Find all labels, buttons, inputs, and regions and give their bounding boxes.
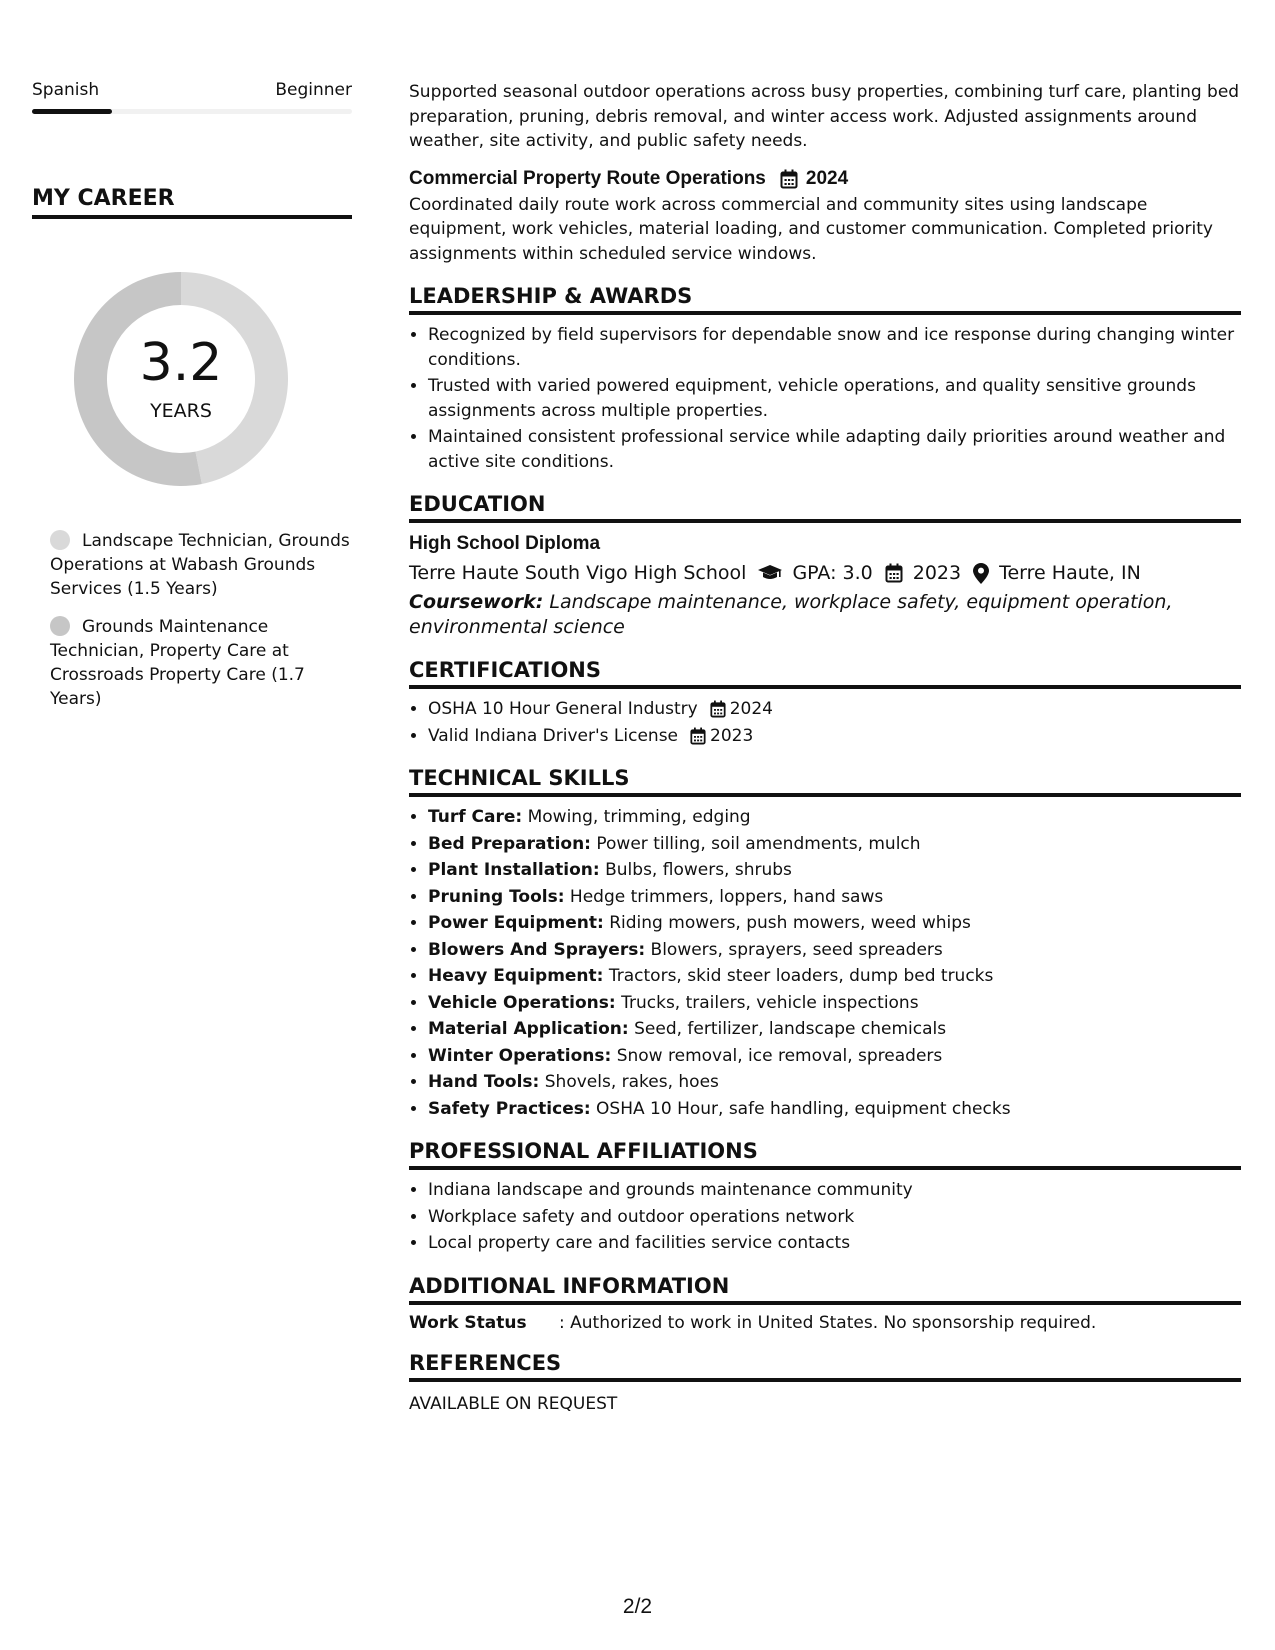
list-item (428, 1097, 1241, 1122)
page-number: 2/2 (622, 1595, 653, 1618)
career-heading: MY CAREER (32, 186, 352, 219)
skill-label: Winter Operations: (428, 1045, 612, 1066)
skill-text: Bulbs, flowers, shrubs (605, 860, 792, 880)
language-name: Spanish (32, 80, 100, 100)
list-item (428, 991, 1241, 1016)
list-item (428, 964, 1241, 989)
certification-name: • OSHA 10 Hour General Industry (428, 699, 698, 719)
certification-name: • Valid Indiana Driver's License (428, 725, 679, 746)
career-legend-label: Grounds Maintenance Technician, Property Care at Crossroads Property Care (1.7 Years) (50, 617, 305, 709)
education-degree: High School Diploma (409, 533, 601, 554)
language-level: Beginner (275, 80, 352, 100)
education-gpa: GPA: 3.0 (792, 562, 873, 584)
skill-label: Heavy Equipment: (428, 966, 604, 986)
coursework-label: Coursework: (409, 591, 544, 613)
list-item (428, 805, 1241, 830)
skill-text: Shovels, rakes, hoes (544, 1072, 719, 1092)
skill-label: Plant Installation: (428, 860, 600, 880)
map-pin-icon (973, 563, 989, 584)
skill-label: Bed Preparation: (428, 833, 591, 854)
skill-label: Pruning Tools: (428, 886, 565, 907)
skill-label: Material Application: (428, 1019, 629, 1039)
references-heading: REFERENCES (409, 1351, 1241, 1382)
skill-text: Snow removal, ice removal, spreaders (616, 1045, 943, 1066)
skill-text: Seed, fertilizer, landscape chemicals (634, 1019, 947, 1039)
project-description: Coordinated daily route work across commercial and community sites using landscape equipment, work vehicles, material loading, and customer communication. Completed priority assignments within scheduled service windows. (409, 194, 1213, 264)
skill-label: Power Equipment: (428, 913, 604, 933)
calendar-icon (690, 727, 706, 745)
skill-text: Hedge trimmers, loppers, hand saws (569, 886, 884, 907)
skill-label: Blowers And Sprayers: (428, 939, 646, 960)
education-heading: EDUCATION (409, 492, 1241, 523)
references-text: AVAILABLE ON REQUEST (409, 1393, 618, 1414)
skill-label: Turf Care: (428, 807, 523, 827)
list-item (428, 885, 1241, 910)
list-item (428, 724, 1241, 749)
skills-list (409, 805, 1241, 1121)
education-location: Terre Haute, IN (999, 562, 1141, 584)
coursework-text: Landscape maintenance, workplace safety, equipment operation, environmental science (409, 591, 1173, 638)
list-item (428, 832, 1241, 857)
career-legend-item (50, 529, 352, 601)
skill-text: Trucks, trailers, vehicle inspections (621, 992, 919, 1013)
list-item (428, 1017, 1241, 1042)
skill-text: OSHA 10 Hour, safe handling, equipment checks (596, 1098, 1011, 1119)
career-donut-chart (67, 265, 295, 493)
certifications-list (409, 697, 1241, 748)
work-status-label: Work Status (409, 1312, 527, 1333)
certifications-heading: CERTIFICATIONS (409, 658, 1241, 689)
career-legend-label: Landscape Technician, Grounds Operations at Wabash Grounds Services (1.5 Years) (50, 531, 350, 599)
calendar-icon (885, 563, 903, 583)
graduation-cap-icon (758, 565, 782, 581)
skill-text: Mowing, trimming, edging (527, 807, 751, 827)
list-item: • Local property care and facilities service contacts (428, 1231, 1241, 1256)
list-item: • Trusted with varied powered equipment, vehicle operations, and quality sensitive grounds assignments across multiple properties. (428, 374, 1241, 423)
list-item (428, 1070, 1241, 1095)
career-years-label: YEARS (150, 400, 212, 422)
skill-text: Tractors, skid steer loaders, dump bed trucks (608, 966, 994, 986)
skill-text: Blowers, sprayers, seed spreaders (650, 939, 943, 960)
additional-heading: ADDITIONAL INFORMATION (409, 1274, 1241, 1305)
legend-dot-icon (50, 530, 70, 550)
list-item (428, 858, 1241, 883)
education-details (409, 562, 1241, 584)
list-item (428, 911, 1241, 936)
list-item: • Recognized by field supervisors for dependable snow and ice response during changing winter conditions. (428, 323, 1241, 372)
education-coursework (409, 590, 1241, 640)
sidebar (32, 80, 352, 725)
career-legend (32, 529, 352, 711)
career-legend-item (50, 615, 352, 711)
certification-year: 2024 (729, 699, 773, 719)
career-total-years: 3.2 (139, 333, 223, 393)
affiliations-list (409, 1178, 1241, 1256)
skill-text: Power tilling, soil amendments, mulch (596, 833, 921, 854)
project-title: Commercial Property Route Operations (409, 167, 766, 189)
education-year: 2023 (912, 562, 962, 584)
leadership-heading: LEADERSHIP & AWARDS (409, 284, 1241, 315)
skill-label: Hand Tools: (428, 1072, 540, 1092)
project-year: 2024 (805, 167, 849, 189)
certification-year: 2023 (710, 725, 754, 746)
list-item (428, 1044, 1241, 1069)
affiliations-heading: PROFESSIONAL AFFILIATIONS (409, 1139, 1241, 1170)
calendar-icon (710, 700, 726, 718)
education-school: Terre Haute South Vigo High School (409, 562, 747, 584)
project-header (409, 168, 1241, 190)
legend-dot-icon (50, 616, 70, 636)
skills-heading: TECHNICAL SKILLS (409, 766, 1241, 797)
language-proficiency-bar (32, 109, 352, 114)
skill-label: Vehicle Operations: (428, 992, 616, 1013)
list-item: • Indiana landscape and grounds maintenance community (428, 1178, 1241, 1203)
skill-text: Riding mowers, push mowers, weed whips (609, 913, 971, 933)
list-item (428, 697, 1241, 722)
skill-label: Safety Practices: (428, 1098, 591, 1119)
list-item: • Workplace safety and outdoor operations network (428, 1205, 1241, 1230)
calendar-icon (780, 169, 798, 189)
experience-intro: Supported seasonal outdoor operations across busy properties, combining turf care, planting bed preparation, pruning, debris removal, and winter access work. Adjusted assignments around weather, site activity, and public safety needs. (409, 82, 1240, 151)
list-item: • Maintained consistent professional service while adapting daily priorities around weather and active site conditions. (428, 425, 1241, 474)
language-proficiency-fill (32, 109, 112, 114)
work-status-value: : Authorized to work in United States. No sponsorship required. (559, 1312, 1097, 1333)
work-status-row (409, 1313, 1241, 1333)
language-row (32, 80, 352, 100)
list-item (428, 938, 1241, 963)
main-content (409, 80, 1241, 1414)
leadership-list (409, 323, 1241, 474)
